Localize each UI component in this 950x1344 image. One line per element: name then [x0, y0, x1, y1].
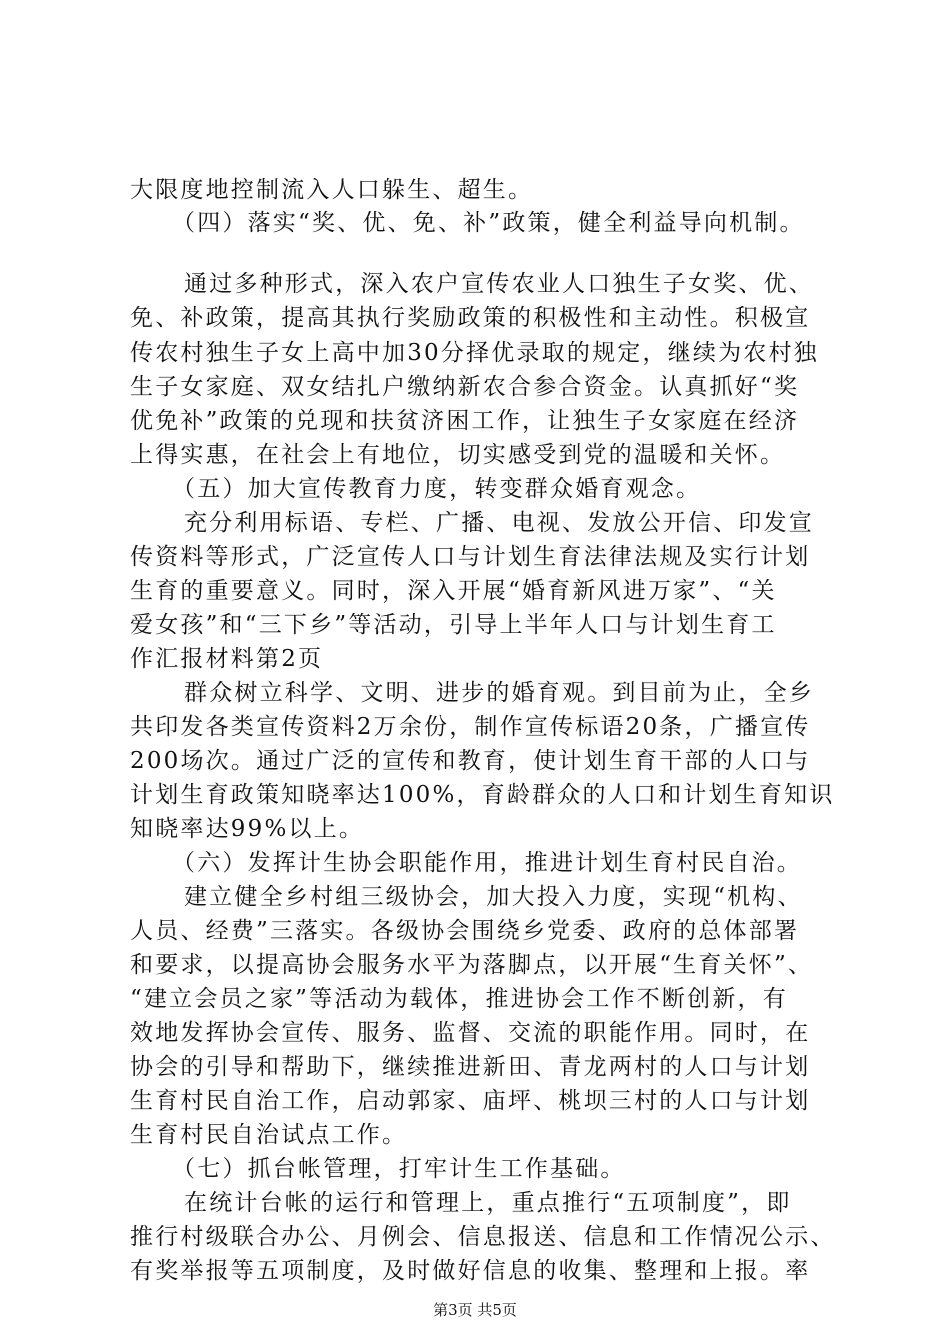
section-heading: （四）落实“奖、优、免、补”政策，健全利益导向机制。: [172, 210, 805, 236]
text-line: 免、补政策，提高其执行奖励政策的积极性和主动性。积极宣: [130, 305, 811, 331]
text-line: 推行村级联合办公、月例会、信息报送、信息和工作情况公示、: [130, 1224, 836, 1250]
text-line: 建立健全乡村组三级协会，加大投入力度，实现“机构、: [184, 884, 803, 910]
section-heading: （六）发挥计生协会职能作用，推进计划生育村民自治。: [172, 850, 802, 876]
text-line: 在统计台帐的运行和管理上，重点推行“五项制度”，即: [184, 1190, 792, 1216]
text-line: “建立会员之家”等活动为载体，推进协会工作不断创新，有: [130, 986, 788, 1012]
page-footer: 第3页 共5页: [433, 1301, 517, 1319]
text-line: 优免补”政策的兑现和扶贫济困工作，让独生子女家庭在经济: [130, 408, 800, 434]
text-line: 通过多种形式，深入农户宣传农业人口独生子女奖、优、: [184, 271, 814, 297]
text-line: 200场次。通过广泛的宣传和教育，使计划生育干部的人口与: [130, 748, 811, 774]
text-line: 协会的引导和帮助下，继续推进新田、青龙两村的人口与计划: [130, 1054, 811, 1080]
text-line: 大限度地控制流入人口躲生、超生。: [130, 177, 534, 203]
text-line: 共印发各类宣传资料2万余份，制作宣传标语20条，广播宣传: [130, 714, 811, 740]
text-line: 有奖举报等五项制度，及时做好信息的收集、整理和上报。率: [130, 1258, 811, 1284]
text-line: 爱女孩”和“三下乡”等活动，引导上半年人口与计划生育工: [130, 612, 777, 638]
text-line: 计划生育政策知晓率达100%，育龄群众的人口和计划生育知识: [130, 782, 835, 808]
text-line: 效地发挥协会宣传、服务、监督、交流的职能作用。同时，在: [130, 1020, 811, 1046]
text-line: 生育村民自治工作，启动郭家、庙坪、桃坝三村的人口与计划: [130, 1088, 811, 1114]
text-line: 传农村独生子女上高中加30分择优录取的规定，继续为农村独: [130, 340, 819, 366]
text-line: 上得实惠，在社会上有地位，切实感受到党的温暖和关怀。: [130, 442, 786, 468]
text-line: 知晓率达99%以上。: [130, 816, 365, 842]
text-line: 生育的重要意义。同时，深入开展“婚育新风进万家”、“关: [130, 578, 777, 604]
text-line: 生育村民自治试点工作。: [130, 1122, 408, 1148]
text-line: 和要求，以提高协会服务水平为落脚点，以开展“生育关怀”、: [130, 952, 814, 978]
text-line: 充分利用标语、专栏、广播、电视、发放公开信、印发宣: [184, 510, 814, 536]
text-line: 传资料等形式，广泛宣传人口与计划生育法律法规及实行计划: [130, 544, 811, 570]
text-line: 群众树立科学、文明、进步的婚育观。到目前为止，全乡: [184, 680, 814, 706]
section-heading: （五）加大宣传教育力度，转变群众婚育观念。: [172, 476, 702, 502]
text-line: 作汇报材料第2页: [130, 646, 324, 672]
text-line: 生子女家庭、双女结扎户缴纳新农合参合资金。认真抓好“奖: [130, 374, 800, 400]
text-line: 人员、经费”三落实。各级协会围绕乡党委、政府的总体部署: [130, 918, 800, 944]
section-heading: （七）抓台帐管理，打牢计生工作基础。: [172, 1156, 626, 1182]
